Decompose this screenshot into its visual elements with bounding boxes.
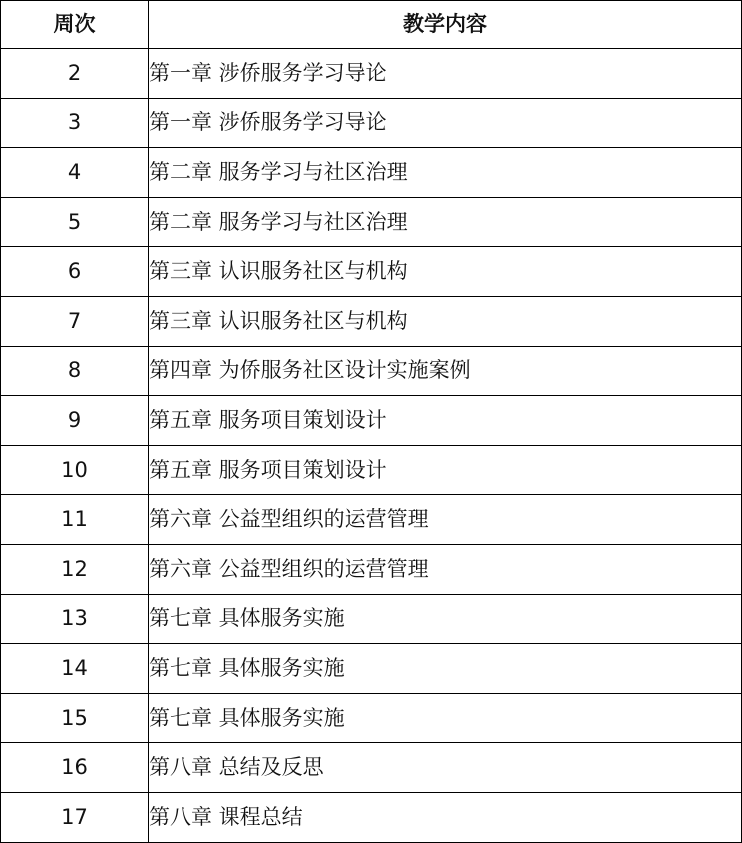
week-cell: 2: [1, 49, 149, 99]
week-column-header: 周次: [1, 1, 149, 49]
week-cell: 8: [1, 346, 149, 396]
content-cell: 第四章 为侨服务社区设计实施案例: [149, 346, 742, 396]
content-cell: 第二章 服务学习与社区治理: [149, 197, 742, 247]
week-cell: 15: [1, 693, 149, 743]
week-cell: 9: [1, 396, 149, 446]
content-cell: 第三章 认识服务社区与机构: [149, 296, 742, 346]
table-body: [1, 49, 742, 843]
content-cell: 第六章 公益型组织的运营管理: [149, 544, 742, 594]
content-column-header: 教学内容: [149, 1, 742, 49]
table-row: [1, 247, 742, 297]
table-row: [1, 743, 742, 793]
table-row: [1, 197, 742, 247]
table-row: [1, 296, 742, 346]
table-row: [1, 98, 742, 148]
table-row: [1, 693, 742, 743]
content-cell: 第三章 认识服务社区与机构: [149, 247, 742, 297]
week-cell: 14: [1, 644, 149, 694]
week-cell: 3: [1, 98, 149, 148]
table-row: [1, 495, 742, 545]
week-cell: 4: [1, 148, 149, 198]
week-cell: 11: [1, 495, 149, 545]
content-cell: 第一章 涉侨服务学习导论: [149, 98, 742, 148]
content-cell: 第六章 公益型组织的运营管理: [149, 495, 742, 545]
content-cell: 第一章 涉侨服务学习导论: [149, 49, 742, 99]
week-cell: 7: [1, 296, 149, 346]
content-cell: 第五章 服务项目策划设计: [149, 445, 742, 495]
table-row: [1, 396, 742, 446]
table-row: [1, 346, 742, 396]
week-cell: 5: [1, 197, 149, 247]
content-cell: 第八章 总结及反思: [149, 743, 742, 793]
table-row: [1, 544, 742, 594]
content-cell: 第七章 具体服务实施: [149, 644, 742, 694]
table-header: [1, 1, 742, 49]
table-row: [1, 49, 742, 99]
table-row: [1, 644, 742, 694]
week-cell: 17: [1, 792, 149, 842]
week-cell: 6: [1, 247, 149, 297]
content-cell: 第七章 具体服务实施: [149, 594, 742, 644]
week-cell: 16: [1, 743, 149, 793]
week-cell: 12: [1, 544, 149, 594]
week-cell: 10: [1, 445, 149, 495]
content-cell: 第七章 具体服务实施: [149, 693, 742, 743]
week-cell: 13: [1, 594, 149, 644]
table-row: [1, 445, 742, 495]
content-cell: 第二章 服务学习与社区治理: [149, 148, 742, 198]
header-row: [1, 1, 742, 49]
table-row: [1, 148, 742, 198]
table-row: [1, 594, 742, 644]
content-cell: 第八章 课程总结: [149, 792, 742, 842]
content-cell: 第五章 服务项目策划设计: [149, 396, 742, 446]
table-row: [1, 792, 742, 842]
